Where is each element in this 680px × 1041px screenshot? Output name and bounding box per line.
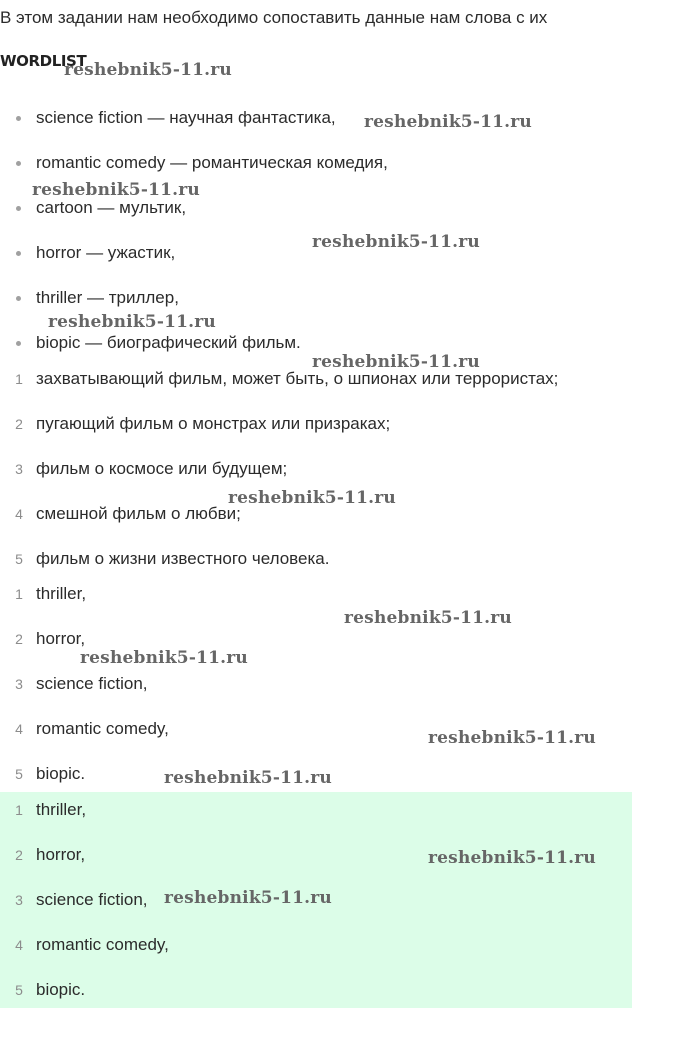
watermark: reshebnik5-11.ru [344, 608, 512, 628]
watermark: reshebnik5-11.ru [164, 768, 332, 788]
wordlist-heading: WORDLIST [0, 52, 87, 70]
watermark: reshebnik5-11.ru [80, 648, 248, 668]
watermark: reshebnik5-11.ru [48, 312, 216, 332]
watermark: reshebnik5-11.ru [428, 848, 596, 868]
bullet-icon [16, 116, 21, 121]
intro-text: В этом задании нам необходимо сопоставить данные нам слова с их [0, 8, 548, 27]
watermark: reshebnik5-11.ru [312, 232, 480, 252]
watermark: reshebnik5-11.ru [428, 728, 596, 748]
bullet-icon [16, 206, 21, 211]
watermark: reshebnik5-11.ru [364, 112, 532, 132]
bullet-icon [16, 251, 21, 256]
watermark: reshebnik5-11.ru [228, 488, 396, 508]
bullet-icon [16, 296, 21, 301]
bullet-icon [16, 341, 21, 346]
watermark: reshebnik5-11.ru [32, 180, 200, 200]
watermark: reshebnik5-11.ru [312, 352, 480, 372]
watermark: reshebnik5-11.ru [164, 888, 332, 908]
watermark: reshebnik5-11.ru [64, 60, 232, 80]
bullet-icon [16, 161, 21, 166]
